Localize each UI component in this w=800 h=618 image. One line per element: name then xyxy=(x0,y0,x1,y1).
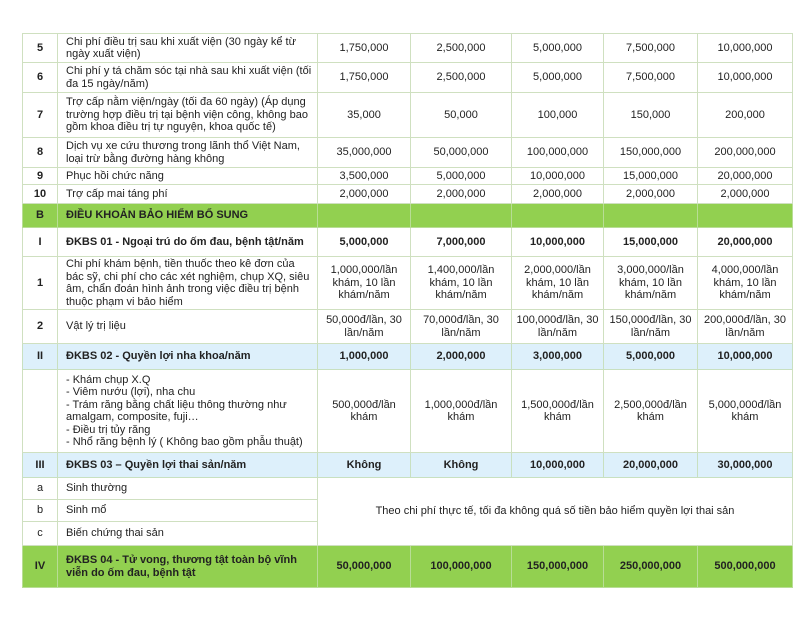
table-row xyxy=(23,185,793,204)
value-cell: 2,000,000 xyxy=(512,185,604,204)
value-cell: 5,000,000 xyxy=(411,168,512,185)
value-cell: 1,500,000đ/lần khám xyxy=(512,370,604,453)
row-number: 9 xyxy=(23,168,58,185)
value-cell: 10,000,000 xyxy=(698,63,793,93)
value-cell: 200,000 xyxy=(698,93,793,138)
value-cell: 7,000,000 xyxy=(411,228,512,257)
row-number: 10 xyxy=(23,185,58,204)
value-cell: 200,000đ/lần, 30 lần/năm xyxy=(698,310,793,344)
table-row xyxy=(23,138,793,168)
value-cell: 500,000,000 xyxy=(698,546,793,588)
section-title: ĐKBS 02 - Quyền lợi nha khoa/năm xyxy=(58,344,318,370)
value-cell: 30,000,000 xyxy=(698,453,793,478)
dental-item: - Khám chụp X.Q xyxy=(66,373,151,386)
value-cell: 2,000,000 xyxy=(411,185,512,204)
value-cell: 10,000,000 xyxy=(512,168,604,185)
dkbs3-row xyxy=(23,453,793,478)
row-description: Dịch vụ xe cứu thương trong lãnh thổ Việt Nam, loại trừ bằng đường hàng không xyxy=(58,138,318,168)
row-description: Chi phí y tá chăm sóc tại nhà sau khi xuất viện (tối đa 15 ngày/năm) xyxy=(58,63,318,93)
row-description: Trợ cấp nằm viện/ngày (tối đa 60 ngày) (Áp dụng trường hợp điều trị tại bệnh viện công, không bao gồm khoa điều trị tự nguyện, khoa quốc tế) xyxy=(58,93,318,138)
row-description: Chi phí khám bệnh, tiền thuốc theo kê đơn của bác sỹ, chi phí cho các xét nghiệm, chụp XQ, siêu âm, chẩn đoán hình ảnh trong việc điều trị bệnh thuộc phạm vi bảo hiểm xyxy=(58,257,318,310)
table-row xyxy=(23,34,793,63)
benefits-table xyxy=(22,33,793,588)
value-cell: 35,000,000 xyxy=(318,138,411,168)
value-cell: Không xyxy=(411,453,512,478)
dental-item-list xyxy=(58,370,318,453)
value-cell: 50,000,000 xyxy=(318,546,411,588)
value-cell: 15,000,000 xyxy=(604,228,698,257)
value-cell: 10,000,000 xyxy=(698,344,793,370)
value-cell: 7,500,000 xyxy=(604,34,698,63)
table-row xyxy=(23,93,793,138)
value-cell: 2,000,000/lần khám, 10 lần khám/năm xyxy=(512,257,604,310)
section-number: III xyxy=(23,453,58,478)
value-cell: 2,000,000 xyxy=(318,185,411,204)
row-number: 2 xyxy=(23,310,58,344)
value-cell: 100,000,000 xyxy=(411,546,512,588)
section-number: IV xyxy=(23,546,58,588)
dental-item: - Trám răng bằng chất liệu thông thường như amalgam, composite, fuji… xyxy=(66,398,287,423)
value-cell: 2,000,000 xyxy=(604,185,698,204)
empty-cell xyxy=(698,204,793,228)
value-cell: 5,000,000đ/lần khám xyxy=(698,370,793,453)
row-number: 6 xyxy=(23,63,58,93)
row-number: c xyxy=(23,522,58,546)
value-cell: 20,000,000 xyxy=(604,453,698,478)
dkbs4-row xyxy=(23,546,793,588)
value-cell: 2,500,000 xyxy=(411,34,512,63)
value-cell: 10,000,000 xyxy=(698,34,793,63)
table-row xyxy=(23,257,793,310)
value-cell: 5,000,000 xyxy=(318,228,411,257)
empty-cell xyxy=(23,370,58,453)
table-row xyxy=(23,63,793,93)
row-description: Trợ cấp mai táng phí xyxy=(58,185,318,204)
value-cell: 4,000,000/lần khám, 10 lần khám/năm xyxy=(698,257,793,310)
value-cell: 2,500,000đ/lần khám xyxy=(604,370,698,453)
dkbs1-row xyxy=(23,228,793,257)
value-cell: 150,000,000 xyxy=(512,546,604,588)
value-cell: 250,000,000 xyxy=(604,546,698,588)
value-cell: 150,000 xyxy=(604,93,698,138)
value-cell: 3,000,000 xyxy=(512,344,604,370)
value-cell: 5,000,000 xyxy=(604,344,698,370)
section-title: ĐKBS 03 – Quyền lợi thai sản/năm xyxy=(58,453,318,478)
section-b-row xyxy=(23,204,793,228)
value-cell: Không xyxy=(318,453,411,478)
value-cell: 3,500,000 xyxy=(318,168,411,185)
value-cell: 100,000,000 xyxy=(512,138,604,168)
section-title: ĐKBS 04 - Tử vong, thương tật toàn bộ vĩnh viễn do ốm đau, bệnh tật xyxy=(58,546,318,588)
section-title: ĐKBS 01 - Ngoại trú do ốm đau, bệnh tật/năm xyxy=(58,228,318,257)
table-row xyxy=(23,478,793,500)
section-number: II xyxy=(23,344,58,370)
row-description: Sinh thường xyxy=(58,478,318,500)
value-cell: 1,750,000 xyxy=(318,63,411,93)
value-cell: 50,000 xyxy=(411,93,512,138)
value-cell: 70,000đ/lần, 30 lần/năm xyxy=(411,310,512,344)
value-cell: 10,000,000 xyxy=(512,228,604,257)
empty-cell xyxy=(604,204,698,228)
row-number: 8 xyxy=(23,138,58,168)
row-number: 5 xyxy=(23,34,58,63)
value-cell: 50,000đ/lần, 30 lần/năm xyxy=(318,310,411,344)
row-description: Chi phí điều trị sau khi xuất viện (30 ngày kể từ ngày xuất viện) xyxy=(58,34,318,63)
value-cell: 100,000đ/lần, 30 lần/năm xyxy=(512,310,604,344)
table-row xyxy=(23,310,793,344)
value-cell: 1,750,000 xyxy=(318,34,411,63)
value-cell: 1,000,000đ/lần khám xyxy=(411,370,512,453)
row-description: Vật lý trị liệu xyxy=(58,310,318,344)
dkbs2-row xyxy=(23,344,793,370)
value-cell: 200,000,000 xyxy=(698,138,793,168)
value-cell: 2,000,000 xyxy=(698,185,793,204)
value-cell: 5,000,000 xyxy=(512,34,604,63)
value-cell: 100,000 xyxy=(512,93,604,138)
value-cell: 20,000,000 xyxy=(698,168,793,185)
row-description: Phục hồi chức năng xyxy=(58,168,318,185)
row-description: Biến chứng thai sản xyxy=(58,522,318,546)
row-number: a xyxy=(23,478,58,500)
empty-cell xyxy=(512,204,604,228)
dental-item: - Điều trị tủy răng xyxy=(66,423,151,436)
section-title: ĐIỀU KHOẢN BẢO HIỂM BỔ SUNG xyxy=(58,204,318,228)
value-cell: 15,000,000 xyxy=(604,168,698,185)
row-number: 1 xyxy=(23,257,58,310)
value-cell: 1,000,000/lần khám, 10 lần khám/năm xyxy=(318,257,411,310)
section-number: B xyxy=(23,204,58,228)
value-cell: 7,500,000 xyxy=(604,63,698,93)
value-cell: 500,000đ/lần khám xyxy=(318,370,411,453)
value-cell: 35,000 xyxy=(318,93,411,138)
value-cell: 1,400,000/lần khám, 10 lần khám/năm xyxy=(411,257,512,310)
value-cell: 50,000,000 xyxy=(411,138,512,168)
empty-cell xyxy=(411,204,512,228)
table-row xyxy=(23,168,793,185)
row-description: Sinh mổ xyxy=(58,500,318,522)
value-cell: 150,000,000 xyxy=(604,138,698,168)
dental-item: - Viêm nướu (lợi), nha chu xyxy=(66,386,196,398)
row-number: b xyxy=(23,500,58,522)
row-number: 7 xyxy=(23,93,58,138)
value-cell: 20,000,000 xyxy=(698,228,793,257)
dental-items-row xyxy=(23,370,793,453)
value-cell: 5,000,000 xyxy=(512,63,604,93)
value-cell: 10,000,000 xyxy=(512,453,604,478)
empty-cell xyxy=(318,204,411,228)
value-cell: 3,000,000/lần khám, 10 lần khám/năm xyxy=(604,257,698,310)
value-cell: 150,000đ/lần, 30 lần/năm xyxy=(604,310,698,344)
section-number: I xyxy=(23,228,58,257)
maternity-note: Theo chi phí thực tế, tối đa không quá số tiền bảo hiểm quyền lợi thai sản xyxy=(318,478,793,546)
value-cell: 1,000,000 xyxy=(318,344,411,370)
value-cell: 2,500,000 xyxy=(411,63,512,93)
dental-item: - Nhổ răng bệnh lý ( Không bao gồm phẫu thuật) xyxy=(66,436,303,448)
value-cell: 2,000,000 xyxy=(411,344,512,370)
